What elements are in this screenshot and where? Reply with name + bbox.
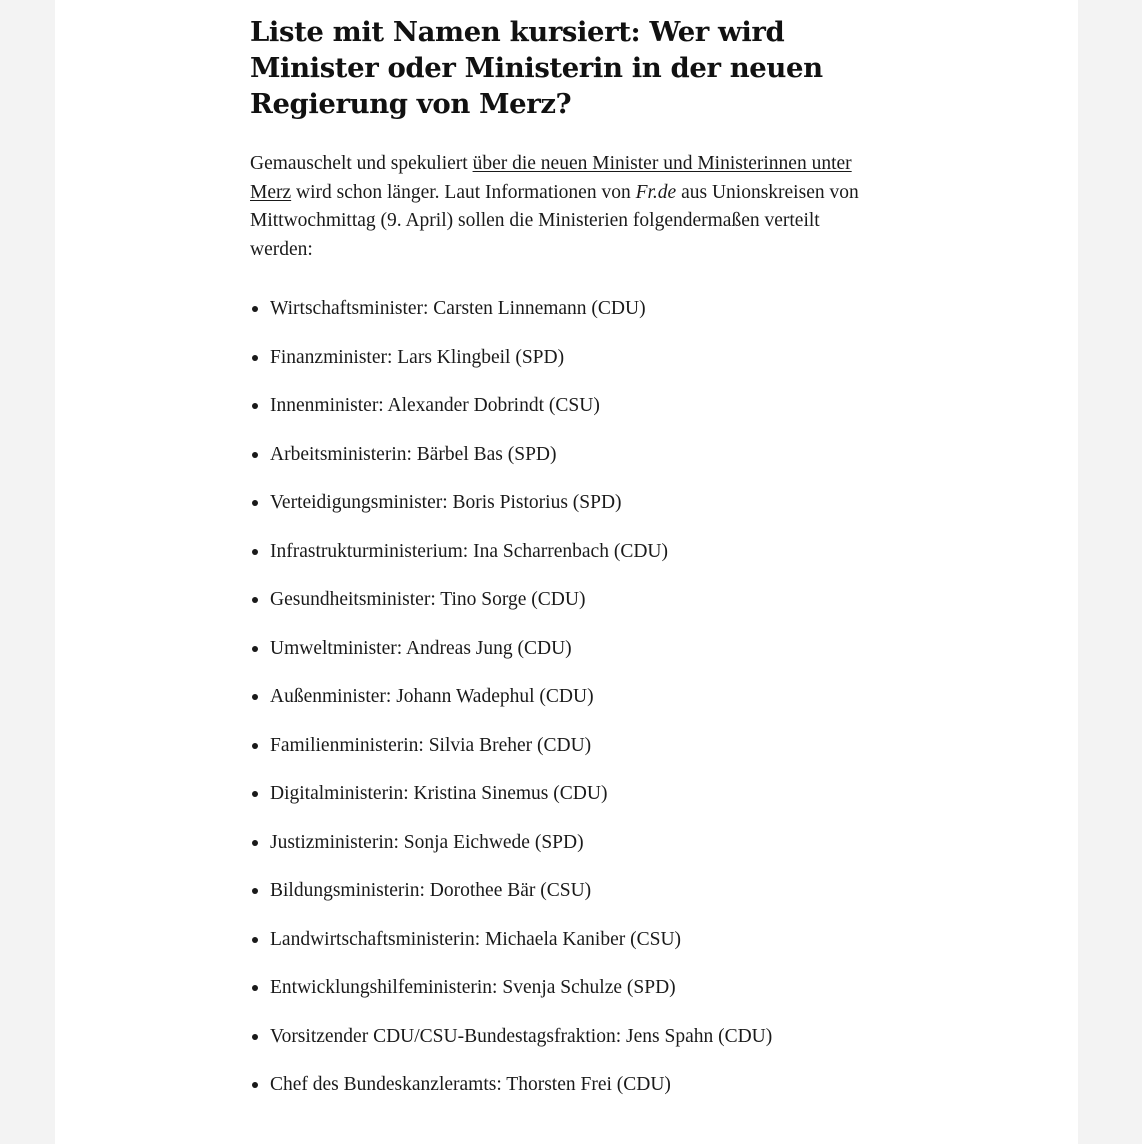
list-item [250,538,865,566]
intro-text-middle: wird schon länger. Laut Informationen von [291,181,636,203]
bullet-icon [252,1034,258,1040]
minister-entry: Infrastrukturministerium: Ina Scharrenbach (CDU) [270,540,668,562]
list-item [250,683,865,711]
bullet-icon [252,1082,258,1088]
minister-entry: Außenminister: Johann Wadephul (CDU) [270,686,594,707]
list-item [250,1023,865,1051]
bullet-icon [252,500,258,506]
bullet-icon [252,597,258,603]
article [250,14,865,1120]
bullet-icon [252,549,258,555]
bullet-icon [252,791,258,797]
bullet-icon [252,985,258,991]
minister-entry: Justizministerin: Sonja Eichwede (SPD) [270,831,584,853]
bullet-icon [252,306,258,312]
list-item [250,441,865,469]
minister-entry: Innenminister: Alexander Dobrindt (CSU) [270,395,600,416]
minister-list [250,295,865,1099]
bullet-icon [252,646,258,652]
list-item [250,489,865,517]
ministers-article-link[interactable]: über die neuen Minister und Ministerinnen unter Merz [250,153,852,203]
bullet-icon [252,355,258,361]
article-headline: Liste mit Namen kursiert: Wer wird Minister oder Ministerin in der neuen Regierung von Merz? [250,16,823,120]
list-item [250,392,865,420]
minister-entry: Entwicklungshilfeministerin: Svenja Schulze (SPD) [270,977,676,998]
source-name: Fr.de [635,181,677,203]
list-item [250,586,865,614]
article-intro [250,150,865,264]
list-item [250,295,865,323]
minister-entry: Chef des Bundeskanzleramts: Thorsten Frei (CDU) [270,1074,671,1095]
minister-entry: Gesundheitsminister: Tino Sorge (CDU) [270,589,586,610]
intro-text-start: Gemauschelt und spekuliert [250,153,473,174]
minister-entry: Verteidigungsminister: Boris Pistorius (SPD) [270,492,622,513]
list-item [250,635,865,663]
list-item [250,877,865,905]
list-item [250,344,865,372]
minister-entry: Landwirtschaftsministerin: Michaela Kaniber (CSU) [270,928,682,950]
minister-entry: Digitalministerin: Kristina Sinemus (CDU) [270,783,608,804]
minister-entry: Arbeitsministerin: Bärbel Bas (SPD) [270,443,557,465]
minister-entry: Finanzminister: Lars Klingbeil (SPD) [270,346,565,368]
minister-entry: Bildungsministerin: Dorothee Bär (CSU) [270,880,592,901]
minister-entry: Vorsitzender CDU/CSU-Bundestagsfraktion: Jens Spahn (CDU) [270,1025,773,1047]
intro-text-end: aus Unionskreisen von Mittwochmittag (9. April) sollen die Ministerien folgendermaßen verteilt werden: [250,181,859,260]
bullet-icon [252,743,258,749]
list-item [250,829,865,857]
bullet-icon [252,452,258,458]
list-item [250,974,865,1002]
minister-entry: Wirtschaftsminister: Carsten Linnemann (CDU) [270,298,646,319]
bullet-icon [252,937,258,943]
page-content [55,0,1078,1144]
list-item [250,732,865,760]
bullet-icon [252,694,258,700]
list-item [250,1071,865,1099]
bullet-icon [252,840,258,846]
minister-entry: Umweltminister: Andreas Jung (CDU) [270,637,572,659]
list-item [250,926,865,954]
minister-entry: Familienministerin: Silvia Breher (CDU) [270,734,592,756]
bullet-icon [252,888,258,894]
list-item [250,780,865,808]
bullet-icon [252,403,258,409]
